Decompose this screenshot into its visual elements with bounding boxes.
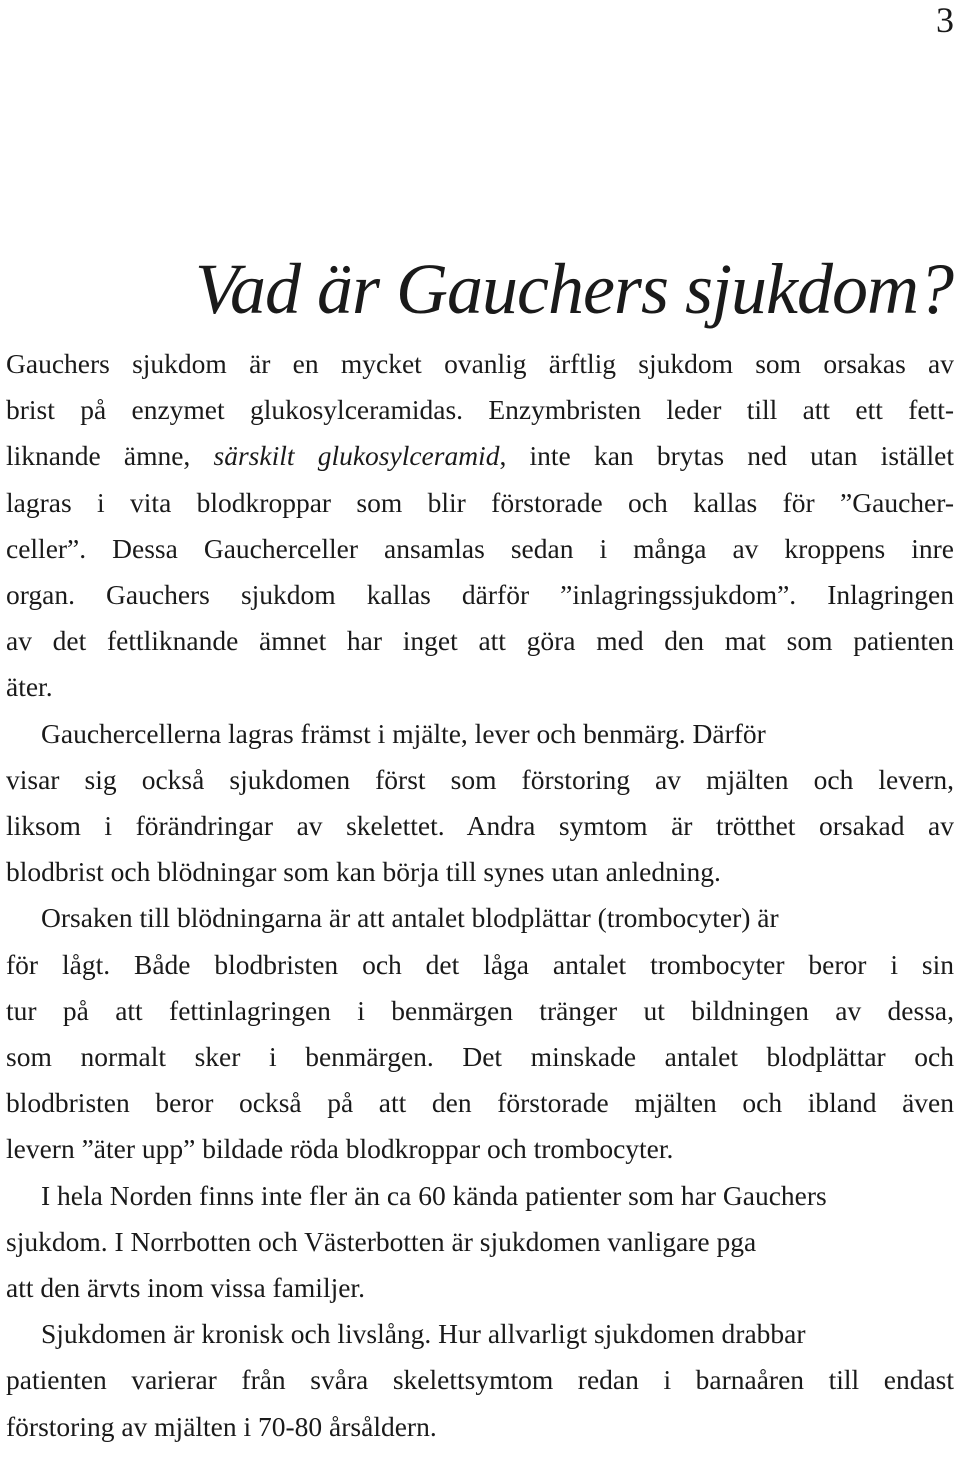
text-line: brist på enzymet glukosylceramidas. Enzymbristen leder till att ett fett- [6,394,954,426]
text-line: sjukdom. I Norrbotten och Västerbotten är sjukdomen vanligare pga [6,1225,757,1257]
text-line: visar sig också sjukdomen först som förstoring av mjälten och levern, [6,763,954,795]
text-line [6,433,954,479]
text-line: blodbristen beror också på att den förstorade mjälten och ibland även [6,1087,954,1119]
text-line: äter. [6,671,53,703]
italic-term: särskilt glukosylceramid [213,440,500,472]
text-line: Gauchers sjukdom är en mycket ovanlig ärftlig sjukdom som orsakas av [6,348,954,379]
text-line: Gauchercellerna lagras främst i mjälte, lever och benmärg. Därför [41,717,766,749]
page-number: 3 [936,0,954,40]
text-line: lagras i vita blodkroppar som blir förstorade och kallas för ”Gaucher- [6,486,954,518]
text-line: liksom i förändringar av skelettet. Andra symtom är trötthet orsakad av [6,810,954,842]
text-line: som normalt sker i benmärgen. Det minskade antalet blodplättar och [6,1041,954,1073]
text-line: förstoring av mjälten i 70-80 årsåldern. [6,1410,437,1442]
page-title: Vad är Gauchers sjukdom? [195,249,953,329]
body-text [6,341,954,1450]
text-line: Sjukdomen är kronisk och livslång. Hur allvarligt sjukdomen drabbar [41,1318,806,1350]
text-line: patienten varierar från svåra skelettsymtom redan i barnaåren till endast [6,1364,954,1396]
text-line: celler”. Dessa Gaucherceller ansamlas sedan i många av kroppens inre [6,532,954,564]
text-line: organ. Gauchers sjukdom kallas därför ”inlagringssjukdom”. Inlagringen [6,579,954,611]
text-line: för lågt. Både blodbristen och det låga antalet trombocyter beror i sin [6,948,954,980]
text-line: I hela Norden finns inte fler än ca 60 kända patienter som har Gauchers [41,1179,827,1211]
text-line: tur på att fettinlagringen i benmärgen tränger ut bildningen av dessa, [6,994,954,1026]
text-line: att den ärvts inom vissa familjer. [6,1272,365,1304]
text-line: av det fettliknande ämnet har inget att göra med den mat som patienten [6,625,954,657]
text-line: blodbrist och blödningar som kan börja till synes utan anledning. [6,856,721,888]
text-line: levern ”äter upp” bildade röda blodkroppar och trombocyter. [6,1133,674,1165]
text-line: Orsaken till blödningarna är att antalet blodplättar (trombocyter) är [41,902,779,934]
text-segment: , inte kan brytas ned utan istället [499,440,954,472]
text-segment: liknande ämne, [6,440,214,472]
